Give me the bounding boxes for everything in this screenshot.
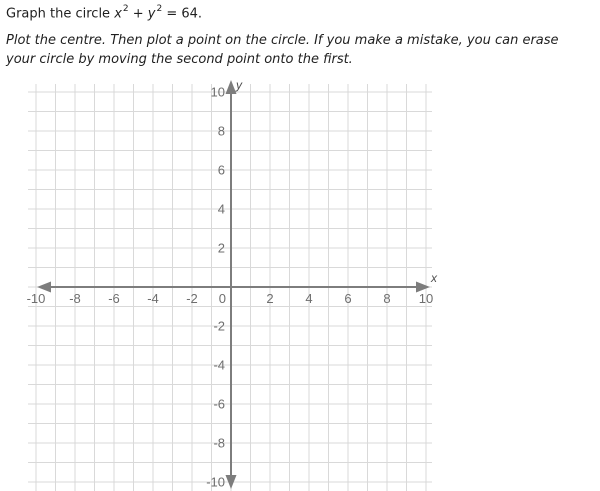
- x-tick-label: -4: [147, 291, 159, 306]
- x-tick-label: -2: [186, 291, 198, 306]
- x-tick-label: 10: [418, 291, 434, 306]
- title-text: Graph the circle: [6, 6, 115, 22]
- y-tick-label: 2: [217, 240, 225, 256]
- problem-title: [6, 5, 202, 21]
- y-tick-label: -6: [213, 396, 225, 412]
- y-tick-label: -2: [213, 318, 225, 334]
- x-tick-label: 6: [344, 291, 352, 306]
- x-tick-label: -10: [26, 291, 46, 306]
- y-tick-label: 6: [217, 162, 225, 178]
- y-axis-up-arrow-icon: [226, 80, 237, 94]
- y-axis-letter: y: [236, 78, 242, 92]
- x-tick-label: 2: [266, 291, 274, 306]
- title-exponent-x: 2: [122, 4, 129, 14]
- y-tick-label: -8: [213, 435, 225, 451]
- y-tick-label: 4: [217, 201, 225, 217]
- title-exponent-y: 2: [156, 4, 163, 14]
- problem-instructions: Plot the centre. Then plot a point on the circle. If you make a mistake, you can erase your circle by moving the second point onto the first.: [6, 33, 559, 67]
- y-tick-label: 8: [217, 123, 225, 139]
- y-tick-label: -10: [206, 474, 225, 490]
- y-tick-label: 10: [210, 84, 225, 100]
- title-var-y: y: [147, 6, 156, 22]
- y-tick-label: -4: [213, 357, 225, 373]
- title-equals: = 64.: [162, 6, 203, 22]
- origin-label: 0: [218, 291, 226, 306]
- x-tick-label: -8: [69, 291, 81, 306]
- coordinate-grid[interactable]: [18, 78, 442, 491]
- title-plus: +: [128, 6, 148, 22]
- x-tick-label: -6: [108, 291, 120, 306]
- x-tick-label: 4: [305, 291, 313, 306]
- axes: [37, 80, 430, 489]
- x-tick-label: 8: [383, 291, 391, 306]
- title-var-x: x: [114, 6, 122, 22]
- x-axis-letter: x: [431, 271, 437, 285]
